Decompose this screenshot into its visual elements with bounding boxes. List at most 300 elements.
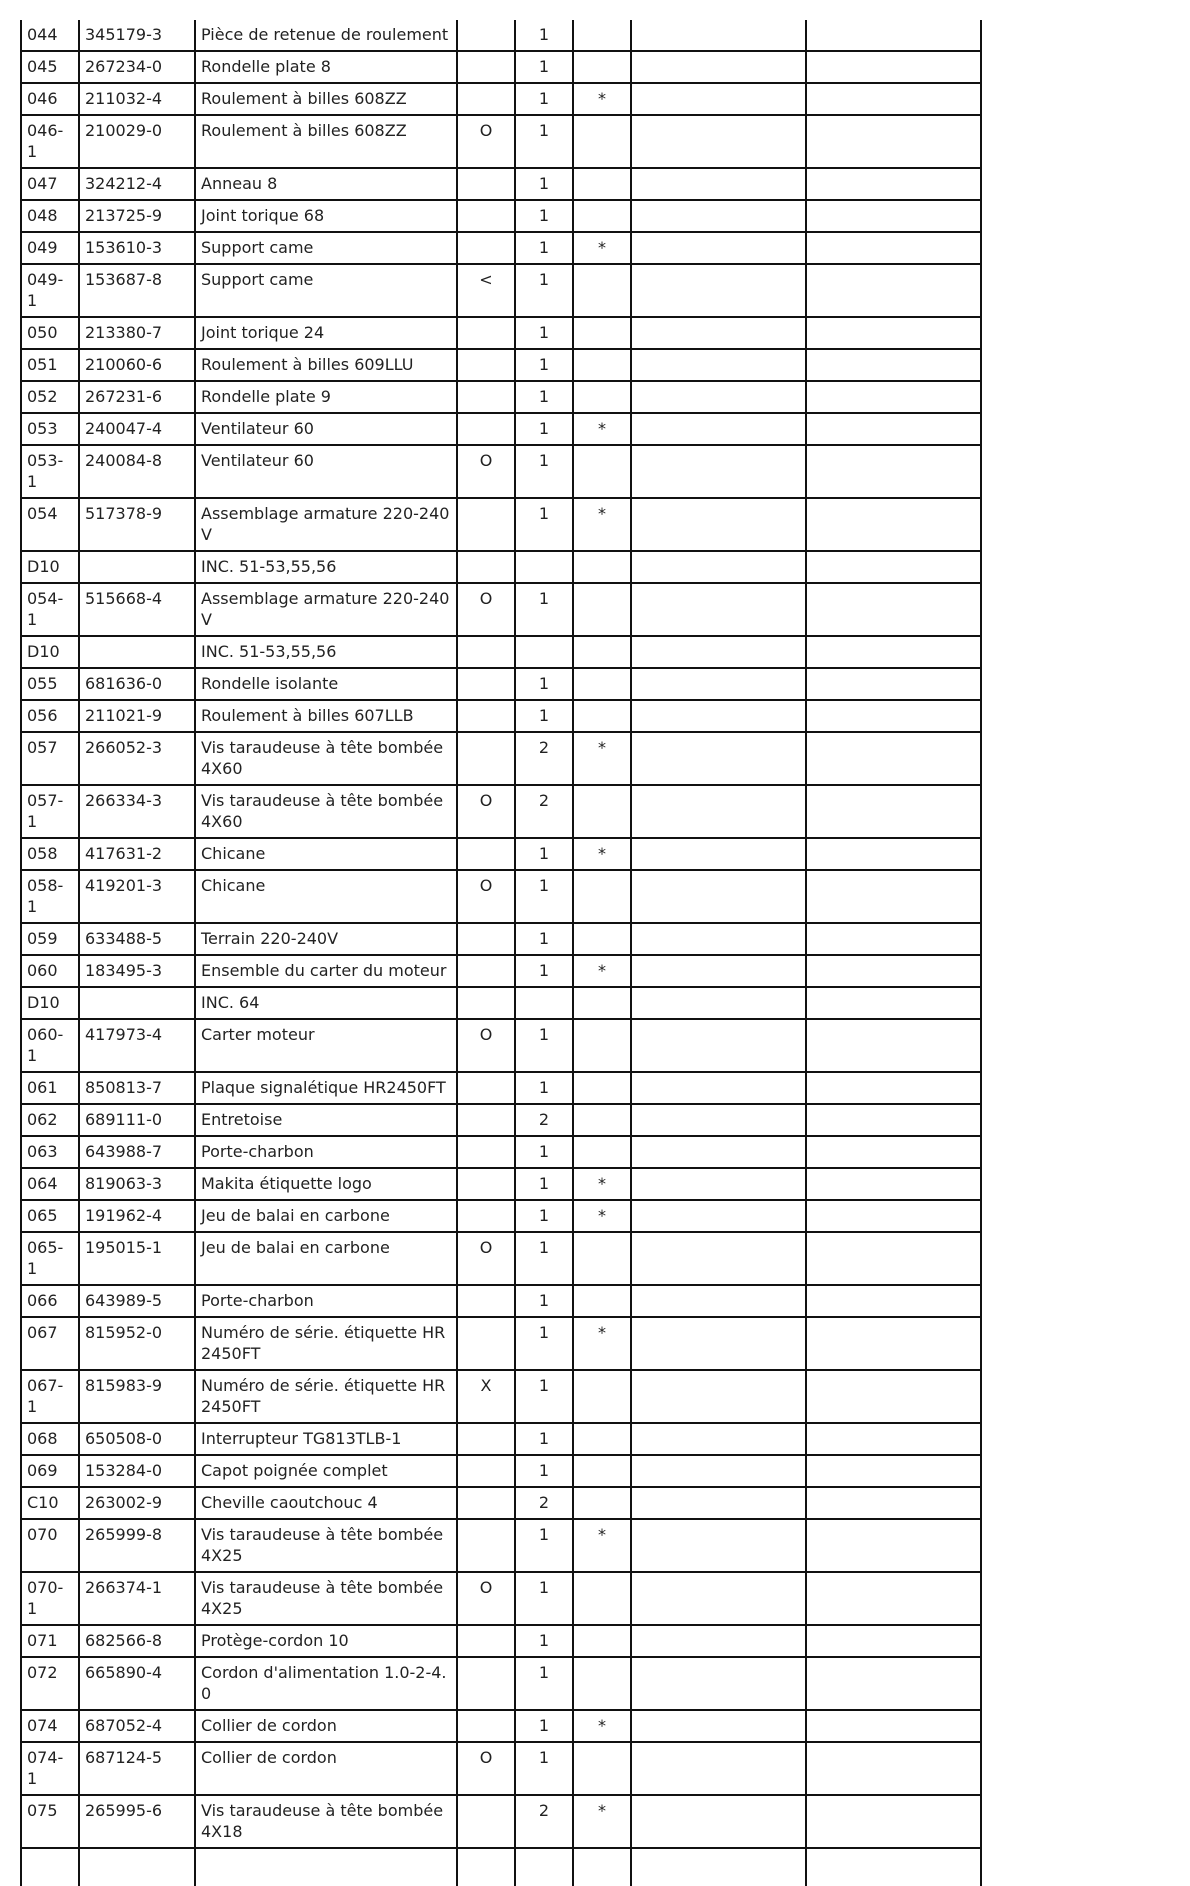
note-cell: * — [573, 838, 631, 870]
table-row — [21, 1423, 981, 1455]
quantity-cell: 1 — [515, 1285, 573, 1317]
table-row — [21, 200, 981, 232]
empty-cell — [631, 1657, 806, 1710]
substitution-cell: O — [457, 785, 515, 838]
item-number-cell: 060 — [21, 955, 79, 987]
empty-cell — [631, 955, 806, 987]
item-number-cell: 070-1 — [21, 1572, 79, 1625]
table-row — [21, 1625, 981, 1657]
part-number-cell: 263002-9 — [79, 1487, 195, 1519]
empty-cell — [806, 1019, 981, 1072]
note-cell — [573, 381, 631, 413]
item-number-cell: 045 — [21, 51, 79, 83]
quantity-cell: 1 — [515, 1232, 573, 1285]
quantity-cell: 1 — [515, 1710, 573, 1742]
item-number-cell: 065-1 — [21, 1232, 79, 1285]
part-number-cell: 210060-6 — [79, 349, 195, 381]
note-cell: * — [573, 732, 631, 785]
part-number-cell: 153284-0 — [79, 1455, 195, 1487]
part-number-cell: 345179-3 — [79, 20, 195, 51]
quantity-cell: 2 — [515, 1795, 573, 1848]
quantity-cell: 1 — [515, 1423, 573, 1455]
description-cell: Rondelle isolante — [195, 668, 457, 700]
description-cell: Vis taraudeuse à tête bombée 4X25 — [195, 1572, 457, 1625]
part-number-cell: 681636-0 — [79, 668, 195, 700]
quantity-cell: 2 — [515, 1487, 573, 1519]
empty-cell — [631, 317, 806, 349]
description-cell: Roulement à billes 608ZZ — [195, 115, 457, 168]
note-cell — [573, 264, 631, 317]
note-cell — [573, 20, 631, 51]
empty-cell — [806, 1572, 981, 1625]
description-cell: Assemblage armature 220-240V — [195, 498, 457, 551]
note-cell — [573, 200, 631, 232]
empty-cell — [806, 1370, 981, 1423]
empty-cell — [806, 700, 981, 732]
quantity-cell: 1 — [515, 870, 573, 923]
item-number-cell: D10 — [21, 987, 79, 1019]
item-number-cell: D10 — [21, 551, 79, 583]
empty-cell — [457, 1848, 515, 1886]
empty-cell — [806, 636, 981, 668]
description-cell: Collier de cordon — [195, 1742, 457, 1795]
empty-cell — [631, 700, 806, 732]
empty-cell — [631, 445, 806, 498]
empty-cell — [806, 232, 981, 264]
description-cell: Anneau 8 — [195, 168, 457, 200]
table-row — [21, 1657, 981, 1710]
part-number-cell: 153610-3 — [79, 232, 195, 264]
empty-cell — [806, 955, 981, 987]
description-cell: Ventilateur 60 — [195, 445, 457, 498]
item-number-cell: 054-1 — [21, 583, 79, 636]
empty-cell — [631, 923, 806, 955]
substitution-cell — [457, 1455, 515, 1487]
part-number-cell: 211032-4 — [79, 83, 195, 115]
table-row — [21, 51, 981, 83]
empty-cell — [806, 445, 981, 498]
empty-cell — [806, 1519, 981, 1572]
part-number-cell: 815952-0 — [79, 1317, 195, 1370]
note-cell — [573, 1104, 631, 1136]
quantity-cell: 1 — [515, 1519, 573, 1572]
description-cell: Roulement à billes 609LLU — [195, 349, 457, 381]
substitution-cell — [457, 1104, 515, 1136]
substitution-cell — [457, 1487, 515, 1519]
empty-cell — [806, 870, 981, 923]
description-cell: Entretoise — [195, 1104, 457, 1136]
part-number-cell: 819063-3 — [79, 1168, 195, 1200]
empty-cell — [806, 551, 981, 583]
item-number-cell: 067 — [21, 1317, 79, 1370]
item-number-cell: C10 — [21, 1487, 79, 1519]
description-cell: Porte-charbon — [195, 1136, 457, 1168]
substitution-cell — [457, 232, 515, 264]
part-number-cell: 517378-9 — [79, 498, 195, 551]
table-row — [21, 1019, 981, 1072]
quantity-cell: 1 — [515, 1455, 573, 1487]
quantity-cell: 1 — [515, 1168, 573, 1200]
note-cell — [573, 1019, 631, 1072]
table-row — [21, 1285, 981, 1317]
table-row — [21, 1200, 981, 1232]
substitution-cell — [457, 636, 515, 668]
description-cell: Jeu de balai en carbone — [195, 1232, 457, 1285]
table-row — [21, 551, 981, 583]
part-number-cell: 643988-7 — [79, 1136, 195, 1168]
quantity-cell: 1 — [515, 1200, 573, 1232]
part-number-cell: 650508-0 — [79, 1423, 195, 1455]
description-cell: Rondelle plate 9 — [195, 381, 457, 413]
substitution-cell — [457, 1072, 515, 1104]
item-number-cell: 053 — [21, 413, 79, 445]
part-number-cell — [79, 551, 195, 583]
empty-cell — [631, 413, 806, 445]
empty-cell — [806, 1423, 981, 1455]
table-row — [21, 445, 981, 498]
table-row — [21, 1370, 981, 1423]
part-number-cell: 417631-2 — [79, 838, 195, 870]
description-cell: Capot poignée complet — [195, 1455, 457, 1487]
table-row — [21, 700, 981, 732]
note-cell: * — [573, 83, 631, 115]
note-cell — [573, 1487, 631, 1519]
empty-cell — [631, 20, 806, 51]
empty-cell — [806, 317, 981, 349]
substitution-cell — [457, 923, 515, 955]
empty-cell — [79, 1848, 195, 1886]
part-number-cell: 633488-5 — [79, 923, 195, 955]
table-row — [21, 381, 981, 413]
part-number-cell: 266374-1 — [79, 1572, 195, 1625]
note-cell — [573, 1625, 631, 1657]
substitution-cell — [457, 1200, 515, 1232]
description-cell: Numéro de série. étiquette HR2450FT — [195, 1317, 457, 1370]
note-cell — [573, 583, 631, 636]
part-number-cell: 417973-4 — [79, 1019, 195, 1072]
description-cell: Joint torique 24 — [195, 317, 457, 349]
part-number-cell: 850813-7 — [79, 1072, 195, 1104]
substitution-cell: < — [457, 264, 515, 317]
empty-cell — [631, 1710, 806, 1742]
part-number-cell — [79, 636, 195, 668]
table-row — [21, 583, 981, 636]
empty-cell — [631, 200, 806, 232]
note-cell — [573, 1072, 631, 1104]
empty-cell — [631, 232, 806, 264]
empty-cell — [806, 168, 981, 200]
empty-cell — [806, 1657, 981, 1710]
table-row — [21, 838, 981, 870]
empty-cell — [631, 168, 806, 200]
part-number-cell: 240084-8 — [79, 445, 195, 498]
substitution-cell — [457, 168, 515, 200]
table-row — [21, 668, 981, 700]
description-cell: Terrain 220-240V — [195, 923, 457, 955]
item-number-cell: 058 — [21, 838, 79, 870]
part-number-cell: 195015-1 — [79, 1232, 195, 1285]
note-cell — [573, 1136, 631, 1168]
empty-cell — [631, 1625, 806, 1657]
description-cell: Jeu de balai en carbone — [195, 1200, 457, 1232]
substitution-cell — [457, 551, 515, 583]
table-row — [21, 317, 981, 349]
quantity-cell: 1 — [515, 923, 573, 955]
substitution-cell — [457, 987, 515, 1019]
table-row — [21, 732, 981, 785]
empty-cell — [515, 1848, 573, 1886]
note-cell — [573, 115, 631, 168]
quantity-cell: 1 — [515, 115, 573, 168]
empty-cell — [806, 785, 981, 838]
item-number-cell: 052 — [21, 381, 79, 413]
substitution-cell — [457, 51, 515, 83]
substitution-cell: O — [457, 870, 515, 923]
item-number-cell: 058-1 — [21, 870, 79, 923]
substitution-cell — [457, 1519, 515, 1572]
note-cell — [573, 636, 631, 668]
substitution-cell — [457, 838, 515, 870]
substitution-cell — [457, 349, 515, 381]
substitution-cell — [457, 1317, 515, 1370]
description-cell: Cordon d'alimentation 1.0-2-4.0 — [195, 1657, 457, 1710]
table-row — [21, 413, 981, 445]
empty-cell — [631, 1370, 806, 1423]
empty-cell — [806, 838, 981, 870]
quantity-cell: 1 — [515, 498, 573, 551]
empty-cell — [631, 668, 806, 700]
empty-cell — [631, 1519, 806, 1572]
part-number-cell: 191962-4 — [79, 1200, 195, 1232]
description-cell: Collier de cordon — [195, 1710, 457, 1742]
empty-cell — [806, 498, 981, 551]
description-cell: Vis taraudeuse à tête bombée 4X18 — [195, 1795, 457, 1848]
part-number-cell: 267234-0 — [79, 51, 195, 83]
quantity-cell: 1 — [515, 1136, 573, 1168]
empty-cell — [806, 1795, 981, 1848]
substitution-cell — [457, 1657, 515, 1710]
note-cell: * — [573, 232, 631, 264]
part-number-cell: 210029-0 — [79, 115, 195, 168]
description-cell: Support came — [195, 232, 457, 264]
item-number-cell: 051 — [21, 349, 79, 381]
description-cell: Plaque signalétique HR2450FT — [195, 1072, 457, 1104]
note-cell — [573, 1572, 631, 1625]
substitution-cell: O — [457, 445, 515, 498]
item-number-cell: 057 — [21, 732, 79, 785]
substitution-cell: O — [457, 115, 515, 168]
note-cell — [573, 1285, 631, 1317]
substitution-cell: O — [457, 583, 515, 636]
empty-cell — [806, 1104, 981, 1136]
quantity-cell: 1 — [515, 1317, 573, 1370]
description-cell: Numéro de série. étiquette HR2450FT — [195, 1370, 457, 1423]
table-row — [21, 349, 981, 381]
empty-cell — [631, 1232, 806, 1285]
part-number-cell: 265995-6 — [79, 1795, 195, 1848]
empty-cell — [806, 1136, 981, 1168]
empty-cell — [806, 583, 981, 636]
empty-cell — [806, 349, 981, 381]
empty-cell — [631, 1848, 806, 1886]
empty-cell — [631, 551, 806, 583]
note-cell — [573, 1423, 631, 1455]
table-row — [21, 498, 981, 551]
part-number-cell: 211021-9 — [79, 700, 195, 732]
quantity-cell: 1 — [515, 83, 573, 115]
item-number-cell: 063 — [21, 1136, 79, 1168]
empty-cell — [806, 1848, 981, 1886]
table-row — [21, 20, 981, 51]
substitution-cell — [457, 732, 515, 785]
empty-cell — [631, 498, 806, 551]
item-number-cell: 075 — [21, 1795, 79, 1848]
quantity-cell: 1 — [515, 168, 573, 200]
substitution-cell — [457, 955, 515, 987]
empty-cell — [631, 1317, 806, 1370]
quantity-cell: 1 — [515, 1072, 573, 1104]
note-cell — [573, 1232, 631, 1285]
empty-cell — [806, 1072, 981, 1104]
note-cell — [573, 445, 631, 498]
note-cell: * — [573, 1519, 631, 1572]
description-cell: Ensemble du carter du moteur — [195, 955, 457, 987]
description-cell: Ventilateur 60 — [195, 413, 457, 445]
table-row — [21, 636, 981, 668]
note-cell: * — [573, 1317, 631, 1370]
item-number-cell: 067-1 — [21, 1370, 79, 1423]
description-cell: INC. 51-53,55,56 — [195, 636, 457, 668]
note-cell — [573, 870, 631, 923]
empty-cell — [631, 349, 806, 381]
part-number-cell: 643989-5 — [79, 1285, 195, 1317]
note-cell: * — [573, 1168, 631, 1200]
note-cell: * — [573, 955, 631, 987]
item-number-cell: 062 — [21, 1104, 79, 1136]
empty-cell — [806, 923, 981, 955]
substitution-cell — [457, 317, 515, 349]
quantity-cell: 1 — [515, 413, 573, 445]
table-row — [21, 1136, 981, 1168]
substitution-cell — [457, 1795, 515, 1848]
part-number-cell: 265999-8 — [79, 1519, 195, 1572]
part-number-cell: 419201-3 — [79, 870, 195, 923]
item-number-cell: 060-1 — [21, 1019, 79, 1072]
table-row — [21, 1072, 981, 1104]
substitution-cell — [457, 1625, 515, 1657]
empty-cell — [631, 838, 806, 870]
note-cell — [573, 785, 631, 838]
quantity-cell: 1 — [515, 1019, 573, 1072]
empty-cell — [806, 1168, 981, 1200]
table-row — [21, 785, 981, 838]
note-cell — [573, 51, 631, 83]
note-cell — [573, 1370, 631, 1423]
parts-list-table — [20, 20, 982, 1886]
part-number-cell: 682566-8 — [79, 1625, 195, 1657]
substitution-cell — [457, 668, 515, 700]
part-number-cell: 687052-4 — [79, 1710, 195, 1742]
item-number-cell: 056 — [21, 700, 79, 732]
table-row — [21, 955, 981, 987]
description-cell: Chicane — [195, 838, 457, 870]
quantity-cell — [515, 636, 573, 668]
description-cell: Protège-cordon 10 — [195, 1625, 457, 1657]
quantity-cell: 2 — [515, 1104, 573, 1136]
description-cell: Support came — [195, 264, 457, 317]
empty-cell — [806, 20, 981, 51]
item-number-cell: 069 — [21, 1455, 79, 1487]
table-row — [21, 870, 981, 923]
item-number-cell: 048 — [21, 200, 79, 232]
empty-cell — [631, 583, 806, 636]
item-number-cell: 044 — [21, 20, 79, 51]
description-cell: Vis taraudeuse à tête bombée 4X60 — [195, 732, 457, 785]
empty-cell — [806, 83, 981, 115]
description-cell: INC. 64 — [195, 987, 457, 1019]
empty-cell — [631, 1136, 806, 1168]
table-row — [21, 1455, 981, 1487]
empty-cell — [806, 1710, 981, 1742]
empty-cell — [631, 732, 806, 785]
empty-cell — [806, 1487, 981, 1519]
substitution-cell — [457, 1136, 515, 1168]
substitution-cell: O — [457, 1742, 515, 1795]
table-row — [21, 1104, 981, 1136]
table-row — [21, 1317, 981, 1370]
empty-cell — [806, 413, 981, 445]
empty-cell — [195, 1848, 457, 1886]
item-number-cell: 050 — [21, 317, 79, 349]
note-cell — [573, 168, 631, 200]
substitution-cell — [457, 1710, 515, 1742]
empty-cell — [631, 264, 806, 317]
empty-cell — [806, 200, 981, 232]
empty-cell — [631, 51, 806, 83]
empty-cell — [631, 1019, 806, 1072]
part-number-cell: 183495-3 — [79, 955, 195, 987]
item-number-cell: 068 — [21, 1423, 79, 1455]
empty-cell — [806, 1317, 981, 1370]
table-row — [21, 1710, 981, 1742]
item-number-cell: 047 — [21, 168, 79, 200]
empty-cell — [806, 1625, 981, 1657]
empty-cell — [631, 381, 806, 413]
empty-cell — [806, 51, 981, 83]
note-cell — [573, 317, 631, 349]
empty-cell — [631, 1742, 806, 1795]
description-cell: Interrupteur TG813TLB-1 — [195, 1423, 457, 1455]
part-number-cell: 240047-4 — [79, 413, 195, 445]
empty-cell — [806, 264, 981, 317]
description-cell: Vis taraudeuse à tête bombée 4X60 — [195, 785, 457, 838]
substitution-cell — [457, 700, 515, 732]
table-row — [21, 1519, 981, 1572]
part-number-cell: 266052-3 — [79, 732, 195, 785]
substitution-cell: O — [457, 1232, 515, 1285]
empty-cell — [806, 1285, 981, 1317]
empty-cell — [631, 1168, 806, 1200]
table-row — [21, 1572, 981, 1625]
quantity-cell: 1 — [515, 955, 573, 987]
quantity-cell: 1 — [515, 700, 573, 732]
quantity-cell: 1 — [515, 668, 573, 700]
item-number-cell: 061 — [21, 1072, 79, 1104]
part-number-cell — [79, 987, 195, 1019]
quantity-cell: 1 — [515, 1657, 573, 1710]
substitution-cell: X — [457, 1370, 515, 1423]
quantity-cell: 1 — [515, 1742, 573, 1795]
